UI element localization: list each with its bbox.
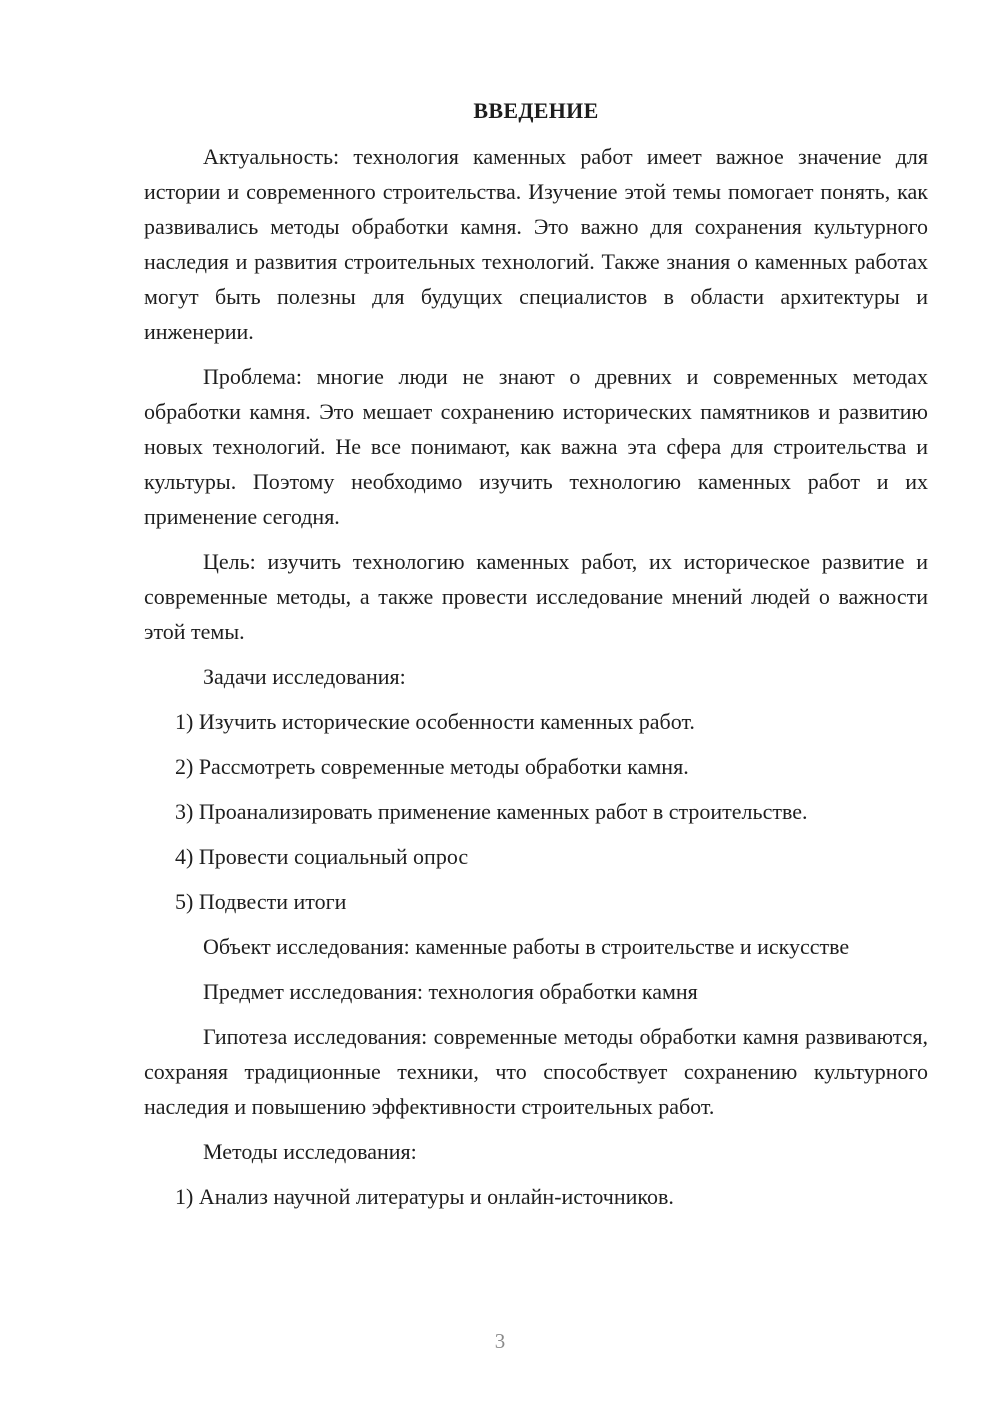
relevance-paragraph: Актуальность: технология каменных работ имеет важное значение для истории и современного строительства. Изучение этой темы помогает понять, как развивались методы обработки камня. Это важно для сохранения культурного наследия и развития строительных технологий. Также знания о каменных работах могут быть полезны для будущих специалистов в области архитектуры и инженерии. — [144, 144, 928, 344]
task-item-5: 5) Подвести итоги — [175, 889, 347, 914]
problem-paragraph: Проблема: многие люди не знают о древних и современных методах обработки камня. Это мешает сохранению исторических памятников и развитию новых технологий. Не все понимают, как важна эта сфера для строительства и культуры. Поэтому необходимо изучить технологию каменных работ и их применение сегодня. — [144, 364, 928, 529]
page-content — [144, 95, 928, 1224]
page-number: 3 — [494, 1329, 506, 1353]
task-item-4: 4) Провести социальный опрос — [175, 844, 469, 869]
hypothesis-paragraph: Гипотеза исследования: современные методы обработки камня развиваются, сохраняя традиционные техники, что способствует сохранению культурного наследия и повышению эффективности строительных работ. — [144, 1024, 928, 1119]
section-heading: ВВЕДЕНИЕ — [473, 98, 599, 123]
goal-paragraph: Цель: изучить технологию каменных работ, их историческое развитие и современные методы, а также провести исследование мнений людей о важности этой темы. — [144, 549, 928, 644]
task-item-1: 1) Изучить исторические особенности каменных работ. — [175, 709, 695, 734]
task-item-2: 2) Рассмотреть современные методы обработки камня. — [175, 754, 689, 779]
task-item-3: 3) Проанализировать применение каменных работ в строительстве. — [175, 799, 808, 824]
method-item-1: 1) Анализ научной литературы и онлайн-источников. — [175, 1184, 674, 1209]
tasks-label: Задачи исследования: — [203, 664, 406, 689]
object-paragraph: Объект исследования: каменные работы в строительстве и искусстве — [203, 934, 850, 959]
methods-label: Методы исследования: — [203, 1139, 417, 1164]
subject-paragraph: Предмет исследования: технология обработки камня — [203, 979, 698, 1004]
